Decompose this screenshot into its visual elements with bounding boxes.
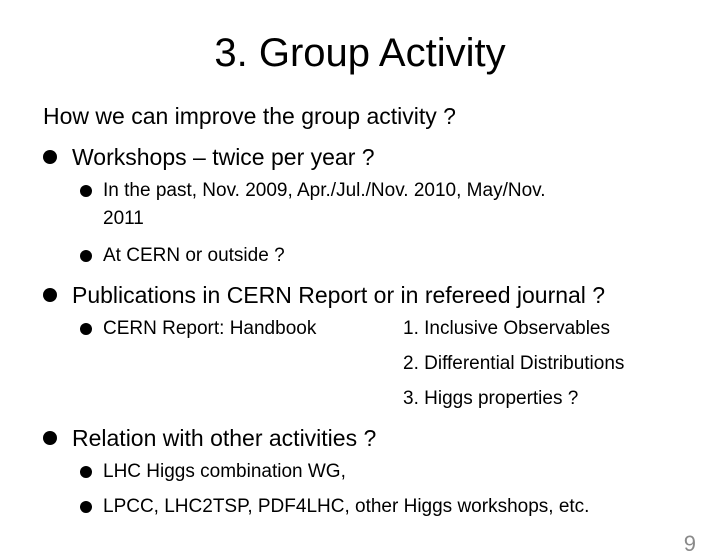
subbullet-text: LPCC, LHC2TSP, PDF4LHC, other Higgs workshops, etc. bbox=[103, 496, 590, 517]
subbullet-text-continued: 2011 bbox=[103, 208, 144, 229]
subbullet-text: LHC Higgs combination WG, bbox=[103, 461, 346, 482]
bullet-dot bbox=[80, 466, 92, 478]
intro-text: How we can improve the group activity ? bbox=[43, 103, 456, 129]
subbullet-text: In the past, Nov. 2009, Apr./Jul./Nov. 2010, May/Nov. bbox=[103, 180, 546, 201]
bullet-dot bbox=[43, 288, 57, 302]
bullet-label: Relation with other activities ? bbox=[72, 425, 377, 451]
subbullet-text: CERN Report: Handbook bbox=[103, 318, 317, 339]
subbullet-text: At CERN or outside ? bbox=[103, 245, 285, 266]
bullet-dot bbox=[80, 501, 92, 513]
bullet-dot bbox=[43, 431, 57, 445]
bullet-dot bbox=[80, 323, 92, 335]
handbook-item: 2. Differential Distributions bbox=[403, 353, 625, 374]
page-number: 9 bbox=[683, 531, 696, 556]
handbook-item: 3. Higgs properties ? bbox=[403, 388, 579, 409]
page-title: 3. Group Activity bbox=[214, 31, 506, 75]
bullet-label: Publications in CERN Report or in refereed journal ? bbox=[72, 282, 606, 308]
handbook-item: 1. Inclusive Observables bbox=[403, 318, 610, 339]
bullet-dot bbox=[80, 185, 92, 197]
bullet-dot bbox=[80, 250, 92, 262]
bullet-label: Workshops – twice per year ? bbox=[72, 144, 375, 170]
bullet-dot bbox=[43, 150, 57, 164]
